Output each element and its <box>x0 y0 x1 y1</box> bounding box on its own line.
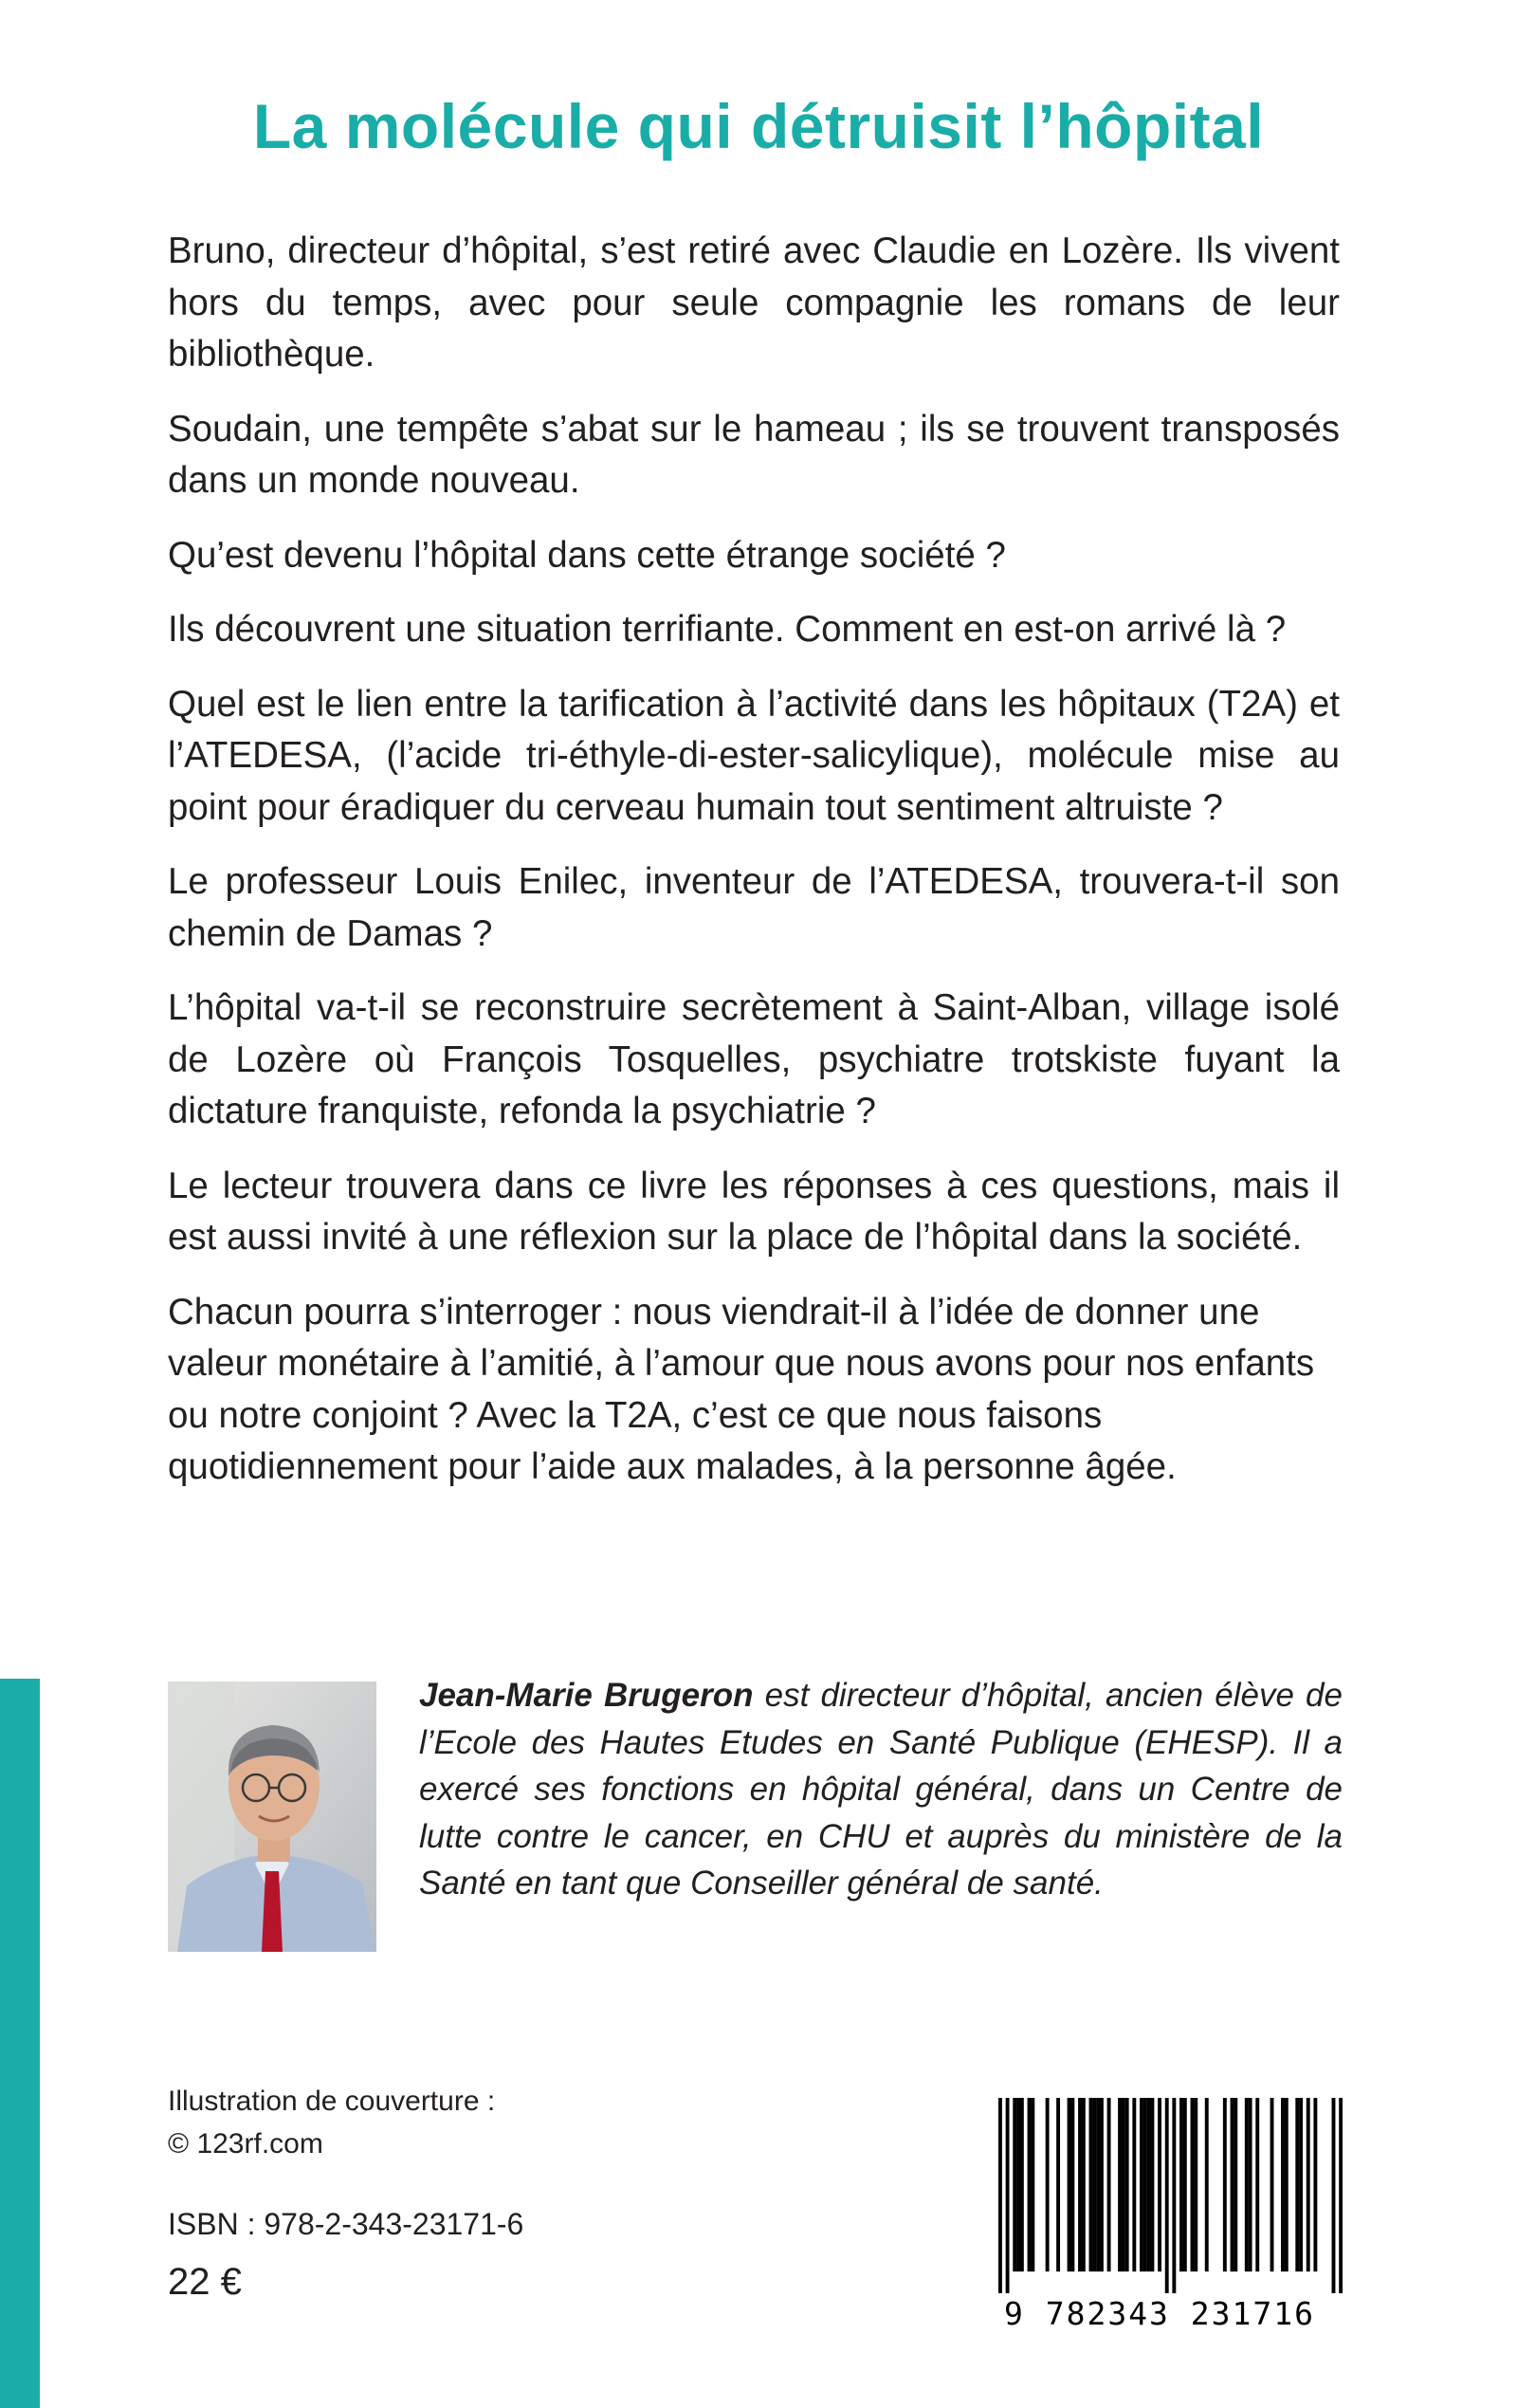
blurb-paragraph: Soudain, une tempête s’abat sur le hameau ; ils se trouvent transposés dans un monde nouveau. <box>168 408 1340 501</box>
barcode-bar <box>1245 2098 1249 2271</box>
barcode-bar <box>1231 2098 1234 2271</box>
barcode-bars <box>998 2098 1343 2293</box>
barcode-bar <box>1082 2098 1086 2271</box>
credit-source: © 123rf.com <box>168 2128 323 2160</box>
blurb-paragraph: Le professeur Louis Enilec, inventeur de l’ATEDESA, trouvera-t-il son chemin de Damas ? <box>168 861 1340 954</box>
blurb <box>168 226 1340 1516</box>
barcode-bar <box>1307 2098 1310 2271</box>
isbn: ISBN : 978-2-343-23171-6 <box>168 2207 524 2241</box>
author-name: Jean-Marie Brugeron <box>419 1677 754 1714</box>
blurb-paragraph: Chacun pourra s’interroger : nous viendrait-il à l’idée de donner une valeur monétaire à l’amitié, à l’amour que nous avons pour nos enfants ou notre conjoint ? Avec la T2A, c’est ce que nous faisons quotidiennement pour l’aide aux malades, à la personne âgée. <box>168 1291 1315 1487</box>
barcode-bar <box>1122 2098 1125 2271</box>
barcode-bar <box>1183 2098 1187 2271</box>
author-bio <box>419 1672 1343 1907</box>
barcode-bar <box>1332 2098 1336 2293</box>
barcode-bar <box>1016 2098 1020 2271</box>
barcode-bar <box>1249 2098 1252 2271</box>
barcode-bar <box>1140 2098 1143 2271</box>
barcode-bar <box>1299 2098 1303 2271</box>
blurb-paragraph: Le lecteur trouvera dans ce livre les réponses à ces questions, mais il est aussi invité à une réflexion sur la place de l’hôpital dans la société. <box>168 1165 1340 1258</box>
cover-credit <box>168 2080 495 2165</box>
barcode-bar <box>1006 2098 1010 2293</box>
barcode-bar <box>1205 2098 1209 2271</box>
barcode-bar <box>1028 2098 1032 2271</box>
price: 22 € <box>168 2261 242 2303</box>
barcode-bar <box>1092 2098 1096 2271</box>
barcode-bar <box>1046 2098 1050 2271</box>
barcode-bar <box>1194 2098 1197 2271</box>
barcode-bar <box>1234 2098 1237 2271</box>
barcode-bar <box>1100 2098 1104 2271</box>
barcode-bar <box>1255 2098 1259 2271</box>
blurb-paragraph: Bruno, directeur d’hôpital, s’est retiré avec Claudie en Lozère. Ils vivent hors du temps, avec pour seule compagnie les romans de leur bibliothèque. <box>168 230 1340 375</box>
barcode-bar <box>1147 2098 1151 2271</box>
barcode-bar <box>998 2098 1002 2293</box>
author-bio-text: est directeur d’hôpital, ancien élève de l’Ecole des Hautes Etudes en Santé Publique (EHESP). Il a exercé ses fonctions en hôpital général, dans un Centre de lutte contre le cancer, en CHU et auprès du ministère de la Santé en tant que Conseiller général de santé. <box>419 1677 1343 1902</box>
barcode-bar <box>1270 2098 1274 2271</box>
accent-bar <box>0 1679 40 2408</box>
barcode <box>965 2079 1354 2356</box>
barcode-bar <box>1020 2098 1024 2271</box>
book-title: La molécule qui détruisit l’hôpital <box>252 91 1265 161</box>
barcode-bar <box>1013 2098 1016 2271</box>
barcode-bar <box>1068 2098 1071 2271</box>
barcode-bar <box>1281 2098 1285 2271</box>
barcode-bar <box>1313 2098 1317 2271</box>
barcode-bar <box>1165 2098 1169 2293</box>
barcode-bar <box>1107 2098 1111 2271</box>
barcode-bar <box>1158 2098 1161 2271</box>
barcode-bar <box>1096 2098 1100 2271</box>
barcode-bar <box>1056 2098 1060 2271</box>
blurb-paragraph: Qu’est devenu l’hôpital dans cette étrange société ? <box>168 534 1006 576</box>
barcode-bar <box>1078 2098 1082 2271</box>
barcode-bar <box>1125 2098 1129 2271</box>
barcode-bar <box>1150 2098 1154 2271</box>
barcode-bar <box>1172 2098 1176 2293</box>
barcode-bar <box>1339 2098 1343 2293</box>
blurb-paragraph: L’hôpital va-t-il se reconstruire secrètement à Saint-Alban, village isolé de Lozère où François Tosquelles, psychiatre trotskiste fuyant la dictature franquiste, refonda la psychiatrie ? <box>168 987 1340 1131</box>
barcode-bar <box>1132 2098 1136 2271</box>
barcode-bar <box>1191 2098 1195 2271</box>
barcode-bar <box>1118 2098 1122 2271</box>
blurb-paragraph: Quel est le lien entre la tarification à l’activité dans les hôpitaux (T2A) et l’ATEDESA, (l’acide tri-éthyle-di-ester-salicylique), molécule mise au point pour éradiquer du cerveau humain tout sentiment altruiste ? <box>168 683 1340 828</box>
barcode-bar <box>1179 2098 1183 2271</box>
blurb-paragraph: Ils découvrent une situation terrifiante. Comment en est-on arrivé là ? <box>168 609 1287 650</box>
barcode-bar <box>1143 2098 1147 2271</box>
author-photo <box>168 1682 376 1952</box>
barcode-bar <box>1031 2098 1034 2271</box>
barcode-bar <box>1089 2098 1093 2271</box>
barcode-bar <box>1070 2098 1074 2271</box>
barcode-bar <box>1223 2098 1227 2271</box>
barcode-bar <box>1285 2098 1289 2271</box>
credit-label: Illustration de couverture : <box>168 2086 496 2117</box>
barcode-number: 9 782343 231716 <box>1003 2295 1315 2332</box>
barcode-bar <box>1295 2098 1299 2271</box>
